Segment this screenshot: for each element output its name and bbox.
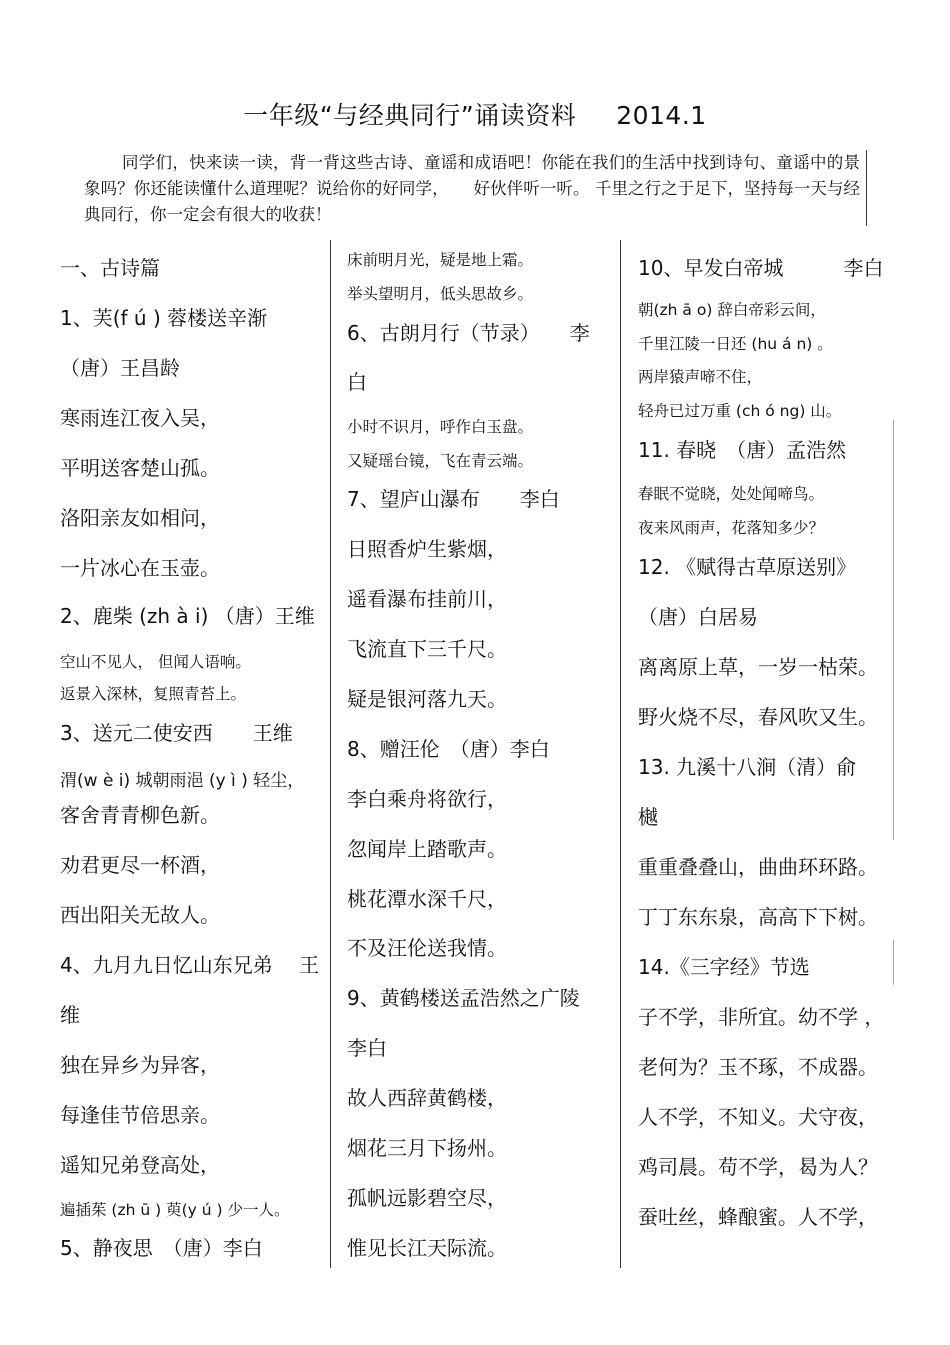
poem-title: 5、静夜思 （唐）李白 [60,1236,263,1260]
poem-line: 千里江陵一日还 (hu á n) 。 [638,335,833,353]
title-date: 2014.1 [616,101,707,130]
poem-line: 遍插茱 (zh ū ) 萸(y ú ) 少一人。 [60,1201,290,1219]
page-title [0,96,950,132]
column-divider-1 [330,240,331,1268]
poem-line: 独在异乡为异客， [60,1053,220,1077]
poem-line: 两岸猿声啼不住， [638,368,763,386]
poem-author: （唐）王昌龄 [60,356,180,380]
poem-line: 忽闻岸上踏歌声。 [347,837,507,861]
margin-mark-2 [893,940,894,985]
poem-line: 疑是银河落九天。 [347,687,507,711]
poem-line: 平明送客楚山孤。 [60,456,220,480]
poem-line: 又疑瑶台镜，飞在青云端。 [347,452,534,470]
poem-title: 6、古朗月行（节录） 李 [347,321,590,345]
poem-line: 寒雨连江夜入吴， [60,406,220,430]
poem-title: 2、鹿柴 (zh à i) （唐）王维 [60,604,315,628]
poem-title-cont: 白 [347,370,367,394]
poem-line: 遥知兄弟登高处， [60,1153,220,1177]
title-text: 一年级“与经典同行”诵读资料 [243,101,577,130]
poem-line: 飞流直下三千尺。 [347,637,507,661]
poem-line: 朝(zh ā o) 辞白帝彩云间， [638,301,826,319]
poem-title: 8、赠汪伦 （唐）李白 [347,737,550,761]
poem-author: （唐）白居易 [638,605,758,629]
poem-line: 遥看瀑布挂前川， [347,587,507,611]
poem-line: 渭(w è i) 城朝雨浥 (y ì ) 轻尘， [60,771,305,791]
poem-line: 人不学，不知义。犬守夜， [638,1105,878,1129]
poem-title: 9、黄鹤楼送孟浩然之广陵 [347,986,580,1010]
poem-line: 孤帆远影碧空尽， [347,1186,507,1210]
poem-title: 13. 九溪十八涧（清）俞 [638,755,857,779]
poem-line: 野火烧不尽，春风吹又生。 [638,705,878,729]
poem-line: 丁丁东东泉，高高下下树。 [638,905,878,929]
poem-line: 离离原上草，一岁一枯荣。 [638,655,878,679]
poem-line: 春眠不觉晓，处处闻啼鸟。 [638,485,825,503]
poem-title-cont: 维 [60,1003,80,1027]
poem-line: 床前明月光，疑是地上霜。 [347,251,534,269]
poem-line: 空山不见人， 但闻人语响。 [60,653,251,671]
poem-line: 西出阳关无故人。 [60,903,220,927]
poem-line: 故人西辞黄鹤楼， [347,1086,507,1110]
poem-title: 14.《三字经》节选 [638,955,810,979]
intro-paragraph [84,150,860,228]
poem-line: 洛阳亲友如相问， [60,506,220,530]
poem-line: 老何为？玉不琢，不成器。 [638,1055,878,1079]
poem-line: 劝君更尽一杯酒， [60,853,220,877]
poem-line: 举头望明月，低头思故乡。 [347,285,534,303]
intro-right-border [866,150,867,226]
poem-line: 子不学，非所宜。幼不学 ， [638,1005,885,1029]
column-divider-2 [620,240,621,1268]
poem-line: 李白乘舟将欲行， [347,787,507,811]
poem-line: 夜来风雨声，花落知多少？ [638,519,825,537]
poem-title: 11. 春晓 （唐）孟浩然 [638,438,847,462]
poem-title: 4、九月九日忆山东兄弟 王 [60,953,320,977]
poem-line: 返景入深林，复照青苔上。 [60,685,247,703]
section-heading: 一、古诗篇 [60,256,160,280]
poem-line: 每逢佳节倍思亲。 [60,1103,220,1127]
poem-line: 小时不识月，呼作白玉盘。 [347,418,534,436]
poem-line: 轻舟已过万重 (ch ó ng) 山。 [638,402,842,420]
poem-title-cont: 李白 [347,1036,387,1060]
poem-line: 桃花潭水深千尺， [347,887,507,911]
poem-title: 10、早发白帝城 李白 [638,256,884,280]
poem-title: 12. 《赋得古草原送别》 [638,555,857,579]
poem-line: 客舍青青柳色新。 [60,803,220,827]
poem-line: 蚕吐丝，蜂酿蜜。人不学， [638,1205,878,1229]
poem-line: 鸡司晨。苟不学，曷为人？ [638,1155,878,1179]
intro-text: 同学们，快来读一读，背一背这些古诗、童谣和成语吧！你能在我们的生活中找到诗句、童谣中的景象吗？你还能读懂什么道理呢？说给你的好同学， 好伙伴听一听。 千里之行之于足下，坚持每一天与经典同行，你一定会有很大的收获！ [84,153,860,224]
poem-title: 3、送元二使安西 王维 [60,721,293,745]
poem-title-cont: 樾 [638,805,658,829]
poem-line: 日照香炉生紫烟， [347,537,507,561]
poem-title: 1、芙(f ú ) 蓉楼送辛渐 [60,306,268,330]
margin-mark-1 [893,420,894,840]
poem-line: 不及汪伦送我情。 [347,936,507,960]
poem-line: 烟花三月下扬州。 [347,1136,507,1160]
poem-line: 惟见长江天际流。 [347,1236,507,1260]
poem-title: 7、望庐山瀑布 李白 [347,487,560,511]
poem-line: 一片冰心在玉壶。 [60,556,220,580]
poem-line: 重重叠叠山，曲曲环环路。 [638,855,878,879]
